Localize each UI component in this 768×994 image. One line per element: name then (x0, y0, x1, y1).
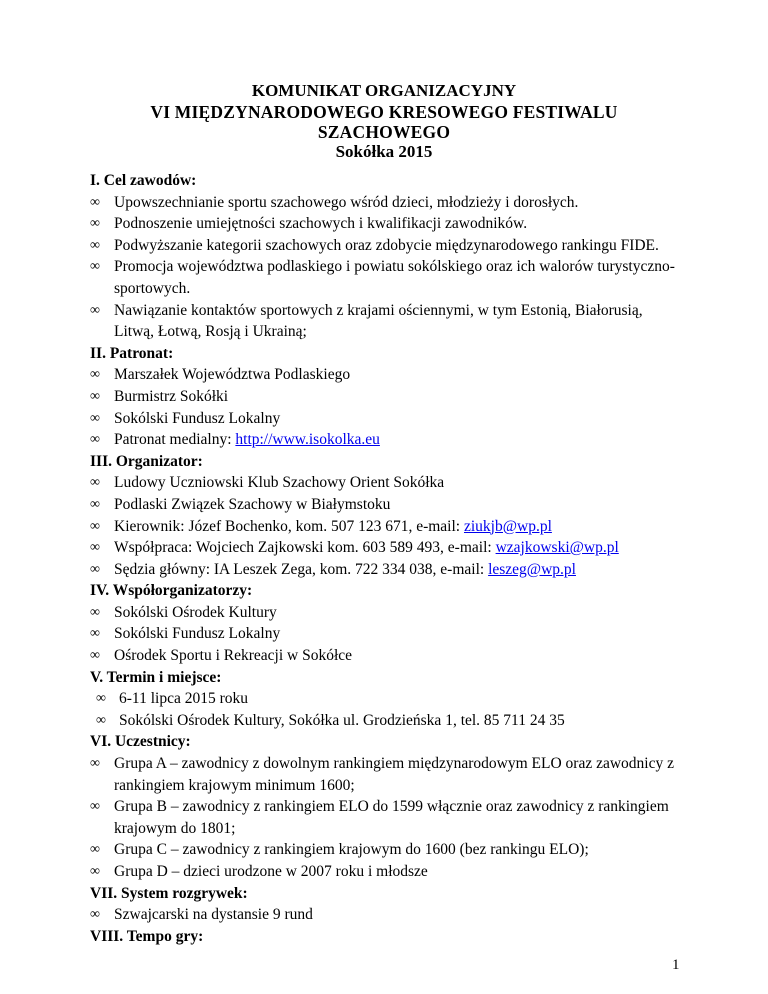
infinity-bullet-icon: ∞ (90, 648, 100, 664)
infinity-bullet-icon: ∞ (90, 604, 100, 620)
list-item: ∞ Kierownik: Józef Bochenko, kom. 507 123 671, e-mail: ziukjb@wp.pl (90, 516, 680, 538)
infinity-bullet-icon: ∞ (90, 496, 100, 512)
infinity-bullet-icon: ∞ (90, 799, 100, 815)
infinity-bullet-icon: ∞ (90, 518, 100, 534)
section-8-title: VIII. Tempo gry: (90, 927, 204, 945)
referee-email-link[interactable]: leszeg@wp.pl (488, 560, 576, 578)
title-line-1: KOMUNIKAT ORGANIZACYJNY (251, 81, 517, 100)
infinity-bullet-icon: ∞ (90, 540, 100, 556)
list-item: ∞ Nawiązanie kontaktów sportowych z krajami ościennymi, w tym Estonią, Białorusią, Litwą, Łotwą, Rosją i Ukrainą; (90, 301, 643, 341)
list-item: ∞ Podlaski Związek Szachowy w Białymstoku (90, 494, 680, 516)
list-item: ∞ Grupa A – zawodnicy z dowolnym rankingiem międzynarodowym ELO oraz zawodnicy z rankingiem krajowym minimum 1600; (90, 755, 674, 794)
list-item: ∞ Sokólski Ośrodek Kultury, Sokółka ul. Grodzieńska 1, tel. 85 711 24 35 (90, 710, 680, 732)
infinity-bullet-icon: ∞ (90, 367, 100, 383)
infinity-bullet-icon: ∞ (96, 712, 106, 728)
list-item: ∞ Podwyższanie kategorii szachowych oraz zdobycie międzynarodowego rankingu FIDE. (90, 235, 680, 257)
infinity-bullet-icon: ∞ (90, 410, 100, 426)
list-item: ∞ Podnoszenie umiejętności szachowych i kwalifikacji zawodników. (90, 213, 680, 235)
title-line-3: SZACHOWEGO (317, 122, 451, 142)
infinity-bullet-icon: ∞ (90, 432, 100, 448)
title-line-4: Sokółka 2015 (335, 142, 433, 161)
list-item: ∞ Ludowy Uczniowski Klub Szachowy Orient Sokółka (90, 472, 680, 494)
infinity-bullet-icon: ∞ (90, 259, 100, 275)
section-2-title: II. Patronat: (90, 344, 174, 362)
list-item: ∞ Sokólski Fundusz Lokalny (90, 623, 680, 645)
list-item: ∞ Sokólski Ośrodek Kultury (90, 602, 680, 624)
infinity-bullet-icon: ∞ (90, 216, 100, 232)
infinity-bullet-icon: ∞ (90, 756, 100, 772)
document-body (90, 170, 680, 947)
manager-email-link[interactable]: ziukjb@wp.pl (463, 517, 552, 535)
section-6-title: VI. Uczestnicy: (90, 733, 191, 751)
list-item: ∞ Upowszechnianie sportu szachowego wśród dzieci, młodzieży i dorosłych. (90, 192, 680, 214)
infinity-bullet-icon: ∞ (90, 388, 100, 404)
infinity-bullet-icon: ∞ (90, 475, 100, 491)
section-1-title: I. Cel zawodów: (90, 172, 197, 189)
list-item: ∞ Patronat medialny: http://www.isokolka.eu (90, 429, 680, 451)
section-4-title: IV. Współorganizatorzy: (90, 582, 253, 600)
infinity-bullet-icon: ∞ (90, 561, 100, 577)
page-number: 1 (672, 957, 680, 973)
media-patron-link[interactable]: http://www.isokolka.eu (235, 431, 380, 449)
list-item: ∞ Grupa D – dzieci urodzone w 2007 roku i młodsze (90, 861, 680, 883)
section-3-title: III. Organizator: (90, 452, 203, 470)
infinity-bullet-icon: ∞ (90, 907, 100, 923)
list-item: ∞ Współpraca: Wojciech Zajkowski kom. 603 589 493, e-mail: wzajkowski@wp.pl (90, 537, 680, 559)
list-item: ∞ Szwajcarski na dystansie 9 rund (90, 904, 680, 926)
infinity-bullet-icon: ∞ (90, 302, 100, 318)
list-item: ∞ Burmistrz Sokółki (90, 386, 680, 408)
list-item: ∞ Promocja województwa podlaskiego i powiatu sokólskiego oraz ich walorów turystyczno- sportowych. (90, 258, 675, 297)
list-item: ∞ Sokólski Fundusz Lokalny (90, 408, 680, 430)
section-5-title: V. Termin i miejsce: (90, 668, 222, 686)
list-item: ∞ 6-11 lipca 2015 roku (90, 688, 680, 710)
title-line-2: VI MIĘDZYNARODOWEGO KRESOWEGO FESTIWALU (150, 102, 618, 122)
list-item: ∞ Ośrodek Sportu i Rekreacji w Sokółce (90, 645, 680, 667)
list-item: ∞ Grupa B – zawodnicy z rankingiem ELO do 1599 włącznie oraz zawodnicy z rankingiem krajowym do 1801; (90, 798, 669, 837)
infinity-bullet-icon: ∞ (90, 842, 100, 858)
list-item: ∞ Marszałek Województwa Podlaskiego (90, 364, 680, 386)
cooperation-email-link[interactable]: wzajkowski@wp.pl (495, 539, 619, 557)
infinity-bullet-icon: ∞ (90, 864, 100, 879)
infinity-bullet-icon: ∞ (96, 691, 106, 707)
infinity-bullet-icon: ∞ (90, 626, 100, 642)
section-7-title: VII. System rozgrywek: (90, 884, 248, 902)
infinity-bullet-icon: ∞ (90, 237, 100, 253)
list-item: ∞ Sędzia główny: IA Leszek Zega, kom. 722 334 038, e-mail: leszeg@wp.pl (90, 559, 680, 581)
infinity-bullet-icon: ∞ (90, 194, 100, 210)
list-item: ∞ Grupa C – zawodnicy z rankingiem krajowym do 1600 (bez rankingu ELO); (90, 839, 680, 861)
